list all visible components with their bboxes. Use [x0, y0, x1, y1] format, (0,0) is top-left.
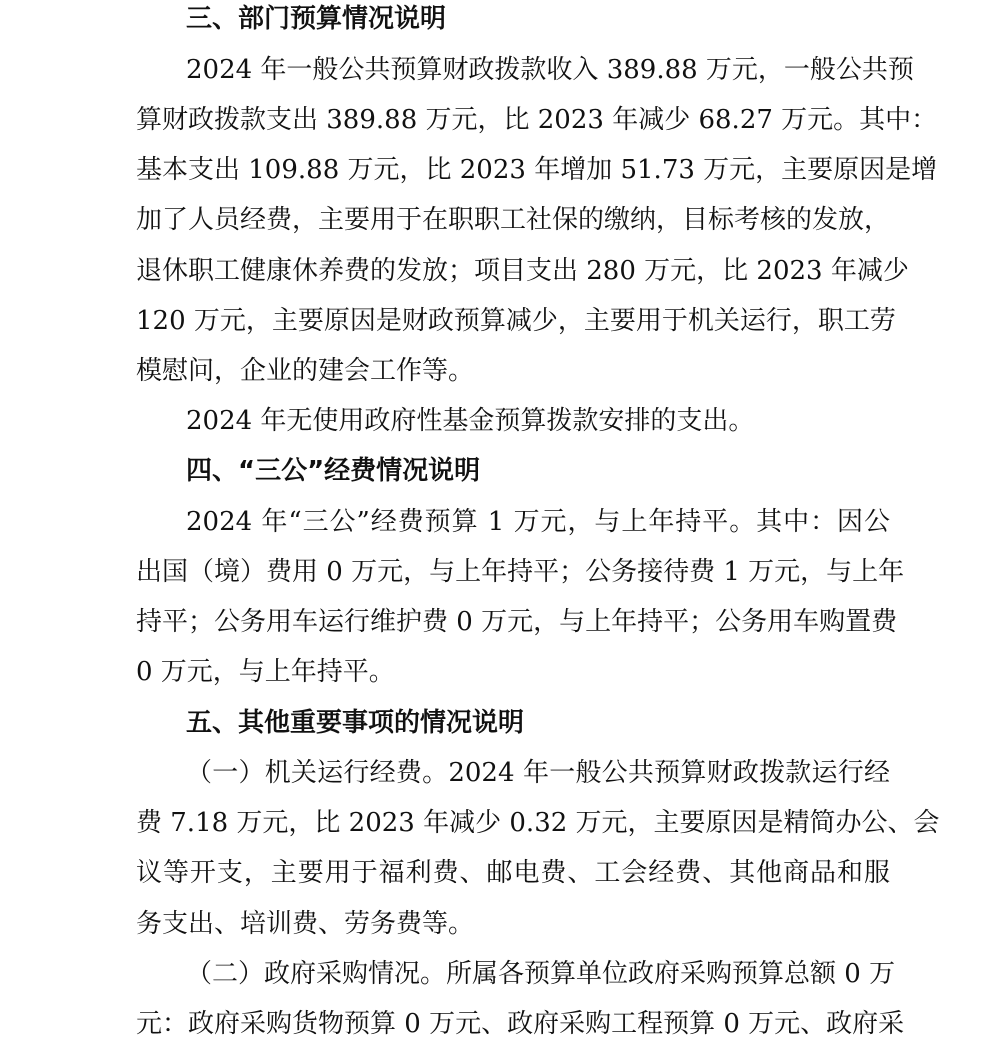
paragraph-line: 基本支出 109.88 万元，比 2023 年增加 51.73 万元，主要原因是增: [136, 155, 938, 185]
section-heading-three-public: 四、“三公”经费情况说明: [186, 456, 481, 486]
paragraph-line: 2024 年“三公”经费预算 1 万元，与上年持平。其中：因公: [186, 507, 890, 537]
paragraph-line: 120 万元，主要原因是财政预算减少，主要用于机关运行，职工劳: [136, 306, 896, 336]
section-heading-budget: 三、部门预算情况说明: [186, 4, 447, 34]
paragraph-line: 2024 年一般公共预算财政拨款收入 389.88 万元，一般公共预: [186, 55, 914, 85]
paragraph-line: 模慰问，企业的建会工作等。: [136, 356, 475, 386]
section-heading-other-matters: 五、其他重要事项的情况说明: [186, 708, 525, 738]
paragraph-line: 2024 年无使用政府性基金预算拨款安排的支出。: [186, 406, 755, 436]
paragraph-line: 元：政府采购货物预算 0 万元、政府采购工程预算 0 万元、政府采: [136, 1009, 905, 1039]
paragraph-line: 务支出、培训费、劳务费等。: [136, 909, 475, 939]
paragraph-line: 费 7.18 万元，比 2023 年减少 0.32 万元，主要原因是精简办公、会: [136, 808, 940, 838]
paragraph-line: （二）政府采购情况。所属各预算单位政府采购预算总额 0 万: [186, 959, 896, 989]
paragraph-line: 0 万元，与上年持平。: [136, 657, 395, 687]
paragraph-line: 算财政拨款支出 389.88 万元，比 2023 年减少 68.27 万元。其中：: [136, 105, 938, 135]
paragraph-line: 加了人员经费，主要用于在职职工社保的缴纳，目标考核的发放，: [136, 205, 891, 235]
paragraph-line: 退休职工健康休养费的发放；项目支出 280 万元，比 2023 年减少: [136, 256, 909, 286]
paragraph-line: （一）机关运行经费。2024 年一般公共预算财政拨款运行经: [186, 758, 890, 788]
paragraph-line: 持平；公务用车运行维护费 0 万元，与上年持平；公务用车购置费: [136, 607, 898, 637]
paragraph-line: 议等开支，主要用于福利费、邮电费、工会经费、其他商品和服: [136, 858, 890, 888]
paragraph-line: 出国（境）费用 0 万元，与上年持平；公务接待费 1 万元，与上年: [136, 557, 905, 587]
